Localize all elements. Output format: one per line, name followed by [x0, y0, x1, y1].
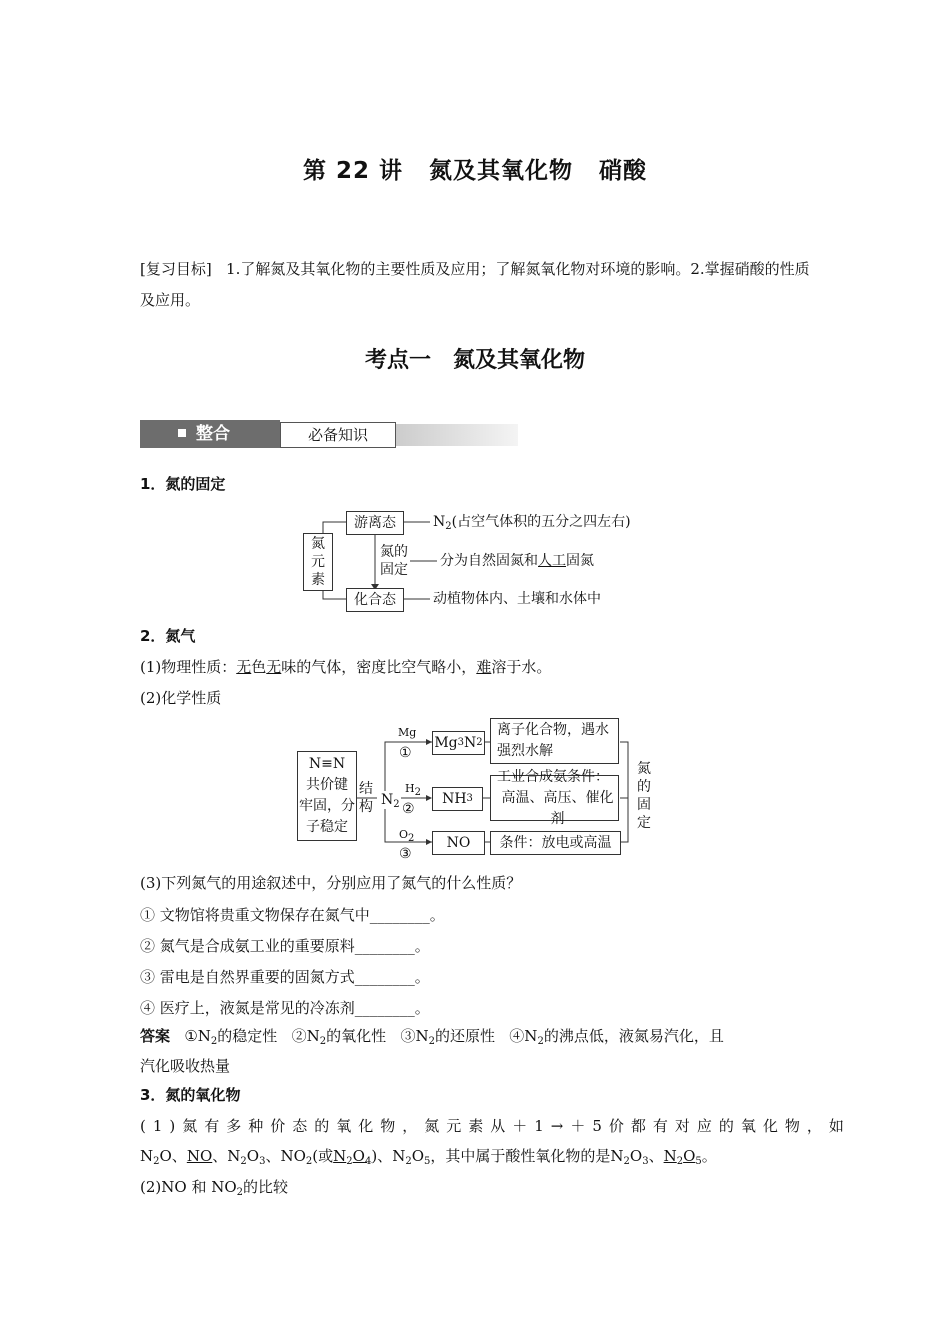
nh3-desc-1: 工业合成氨条件： — [497, 768, 609, 785]
section-number: 考点一 — [364, 348, 431, 373]
h2-sub: 2 — [414, 787, 421, 798]
o2-reagent — [399, 826, 414, 844]
answer-line-2: 汽化吸收热量 — [140, 1057, 231, 1075]
physical-t3: 溶于水。 — [491, 658, 552, 676]
ox-n2o5: N — [392, 1147, 406, 1165]
physical-u3: 难 — [476, 658, 492, 676]
answer-1b: 的稳定性 — [217, 1027, 278, 1045]
answer-line-1: 答案 $①N_2$的稳定性 $②N_2$的氧化性 $③N_2$的还原性 $④N_2$的沸点低，液氮易汽化，且 — [140, 1027, 724, 1047]
n2-node-sub: 2 — [393, 799, 400, 810]
ox-n2o3: N — [227, 1147, 241, 1165]
ox-acid-text: ，其中属于酸性氧化物的是 — [430, 1147, 611, 1165]
ox-acid-n2o3: N — [610, 1147, 624, 1165]
nh3-label: NH — [442, 791, 467, 807]
mg-reagent: Mg — [398, 726, 417, 739]
heading-nitrogen-gas: 2．氮气 — [140, 627, 196, 645]
ox-acid-n2o5: N — [663, 1147, 677, 1165]
step-1: ① — [399, 745, 412, 761]
title-topic-2: 硝酸 — [599, 158, 648, 184]
no-desc: 条件：放电或高温 — [499, 835, 612, 851]
nh3-desc-box — [490, 768, 619, 827]
fix-underlined: 人工 — [538, 553, 566, 569]
compound-state-label: 化合态 — [354, 592, 396, 608]
oxides-compare: (2)NO 和 $NO_2$的比较 — [140, 1178, 289, 1198]
n2-node — [380, 791, 401, 809]
fix-v-1: 氮 — [637, 761, 651, 777]
use-item-4: ④ 医疗上，液氮是常见的冷冻剂________。 — [140, 999, 430, 1017]
ox-n2o4: N — [333, 1147, 347, 1165]
structure-box — [297, 751, 357, 841]
answer-3: ③N — [400, 1027, 429, 1045]
oxides-line-1: (1)氮有多种价态的氧化物，氮元素从＋1→＋5价都有对应的氧化物，如 — [140, 1117, 851, 1135]
fixation-label-1: 氮的 — [380, 544, 408, 560]
use-item-3: ③ 雷电是自然界重要的固氮方式________。 — [140, 968, 430, 986]
mg3n2-n: N — [464, 735, 477, 751]
title-topic-1: 氮及其氧化物 — [429, 158, 574, 184]
uses-question: (3)下列氮气的用途叙述中，分别应用了氮气的什么性质？ — [140, 874, 522, 892]
oxides-line-2: $N_2O$、NO、$N_2O_3$、$NO_2$(或$N_2O_4$)、$N_2O_5$，其中属于酸性氧化物的是$N_2O_3$、$N_2O_5$。 — [140, 1147, 717, 1167]
fix-v-4: 定 — [637, 815, 651, 831]
mg-desc-2: 强烈水解 — [497, 743, 553, 759]
heading-nitrogen-fixation: 1．氮的固定 — [140, 475, 226, 493]
n2-rest: (占空气体积的五分之四左右) — [451, 514, 631, 530]
compare-text: (2)NO 和 NO — [140, 1178, 237, 1196]
banner-right: 必备知识 — [280, 422, 396, 448]
fixation-vertical-label — [637, 760, 651, 832]
answer-2b: 的氧化性 — [326, 1027, 387, 1045]
use-item-2: ② 氮气是合成氨工业的重要原料________。 — [140, 937, 430, 955]
step-3: ③ — [399, 846, 412, 862]
banner-left-text: 整合 — [196, 424, 230, 444]
physical-u2: 无 — [266, 658, 282, 676]
root-char-1: 氮 — [311, 536, 325, 552]
physical-t1: 色 — [251, 658, 267, 676]
nh3-box: NH 3 — [432, 787, 483, 811]
fixation-label-2: 固定 — [380, 562, 408, 578]
o2-o: O — [399, 828, 409, 841]
free-state-label: 游离态 — [354, 515, 396, 531]
structure-label — [359, 780, 373, 816]
physical-t2: 味的气体，密度比空气略小， — [281, 658, 477, 676]
answer-label: 答案 — [140, 1027, 171, 1045]
root-char-2: 元 — [311, 554, 325, 570]
n2-sub: 2 — [445, 521, 452, 532]
physical-u1: 无 — [236, 658, 252, 676]
no-box — [432, 831, 485, 855]
root-char-3: 素 — [311, 572, 325, 588]
fix-v-3: 固 — [637, 797, 651, 813]
compound-location-text: 动植物体内、土壤和水体中 — [433, 591, 601, 607]
structure-line-1: N≡N — [308, 756, 346, 772]
fix-post: 固氮 — [566, 553, 594, 569]
use-item-1: ① 文物馆将贵重文物保存在氮气中________。 — [140, 906, 445, 924]
answer-1: ①N — [184, 1027, 211, 1045]
fix-v-2: 的 — [637, 779, 651, 795]
answer-2: ②N — [291, 1027, 320, 1045]
o2-sub: 2 — [408, 833, 415, 844]
structure-line-4: 子稳定 — [306, 819, 348, 835]
fix-pre: 分为自然固氮和 — [440, 553, 538, 569]
structure-label-1: 结 — [359, 781, 373, 797]
mg3n2-desc-box — [490, 718, 619, 764]
goals-text: 1.了解氮及其氧化物的主要性质及应用；了解氮氧化物对环境的影响。2.掌握硝酸的性质及应用。 — [140, 260, 810, 309]
chemical-properties-heading: (2)化学性质 — [140, 689, 222, 707]
structure-label-2: 构 — [359, 799, 373, 815]
n2-node-n: N — [381, 792, 394, 808]
no-desc-box — [490, 831, 621, 855]
physical-prefix: (1)物理性质： — [140, 658, 237, 676]
answer-3b: 的还原性 — [434, 1027, 495, 1045]
no-label: NO — [446, 835, 471, 851]
structure-line-3: 牢固，分 — [299, 798, 355, 814]
step-2: ② — [402, 801, 415, 817]
mg-desc-1: 离子化合物，遇水 — [497, 722, 609, 738]
nh3-desc-2: 高温、高压、催化剂 — [501, 789, 614, 827]
goals-label: [复习目标] — [140, 260, 212, 278]
n2-n: N — [433, 514, 446, 530]
ox-no2: NO — [280, 1147, 306, 1165]
h2-reagent — [405, 780, 421, 798]
mg3n2-mg: Mg — [434, 735, 458, 751]
ox-n2o: N — [140, 1147, 154, 1165]
structure-line-2: 共价键 — [306, 777, 348, 793]
answer-4: ④N — [509, 1027, 538, 1045]
answer-4b: 的沸点低，液氮易汽化，且 — [543, 1027, 724, 1045]
section-topic: 氮及其氧化物 — [453, 348, 586, 373]
heading-nitrogen-oxides: 3．氮的氧化物 — [140, 1086, 241, 1104]
h2-h: H — [405, 782, 415, 795]
ox-no: NO — [186, 1147, 213, 1165]
mg3n2-box: Mg 3 N 2 — [432, 731, 485, 755]
lecture-number: 第 22 讲 — [302, 158, 404, 184]
